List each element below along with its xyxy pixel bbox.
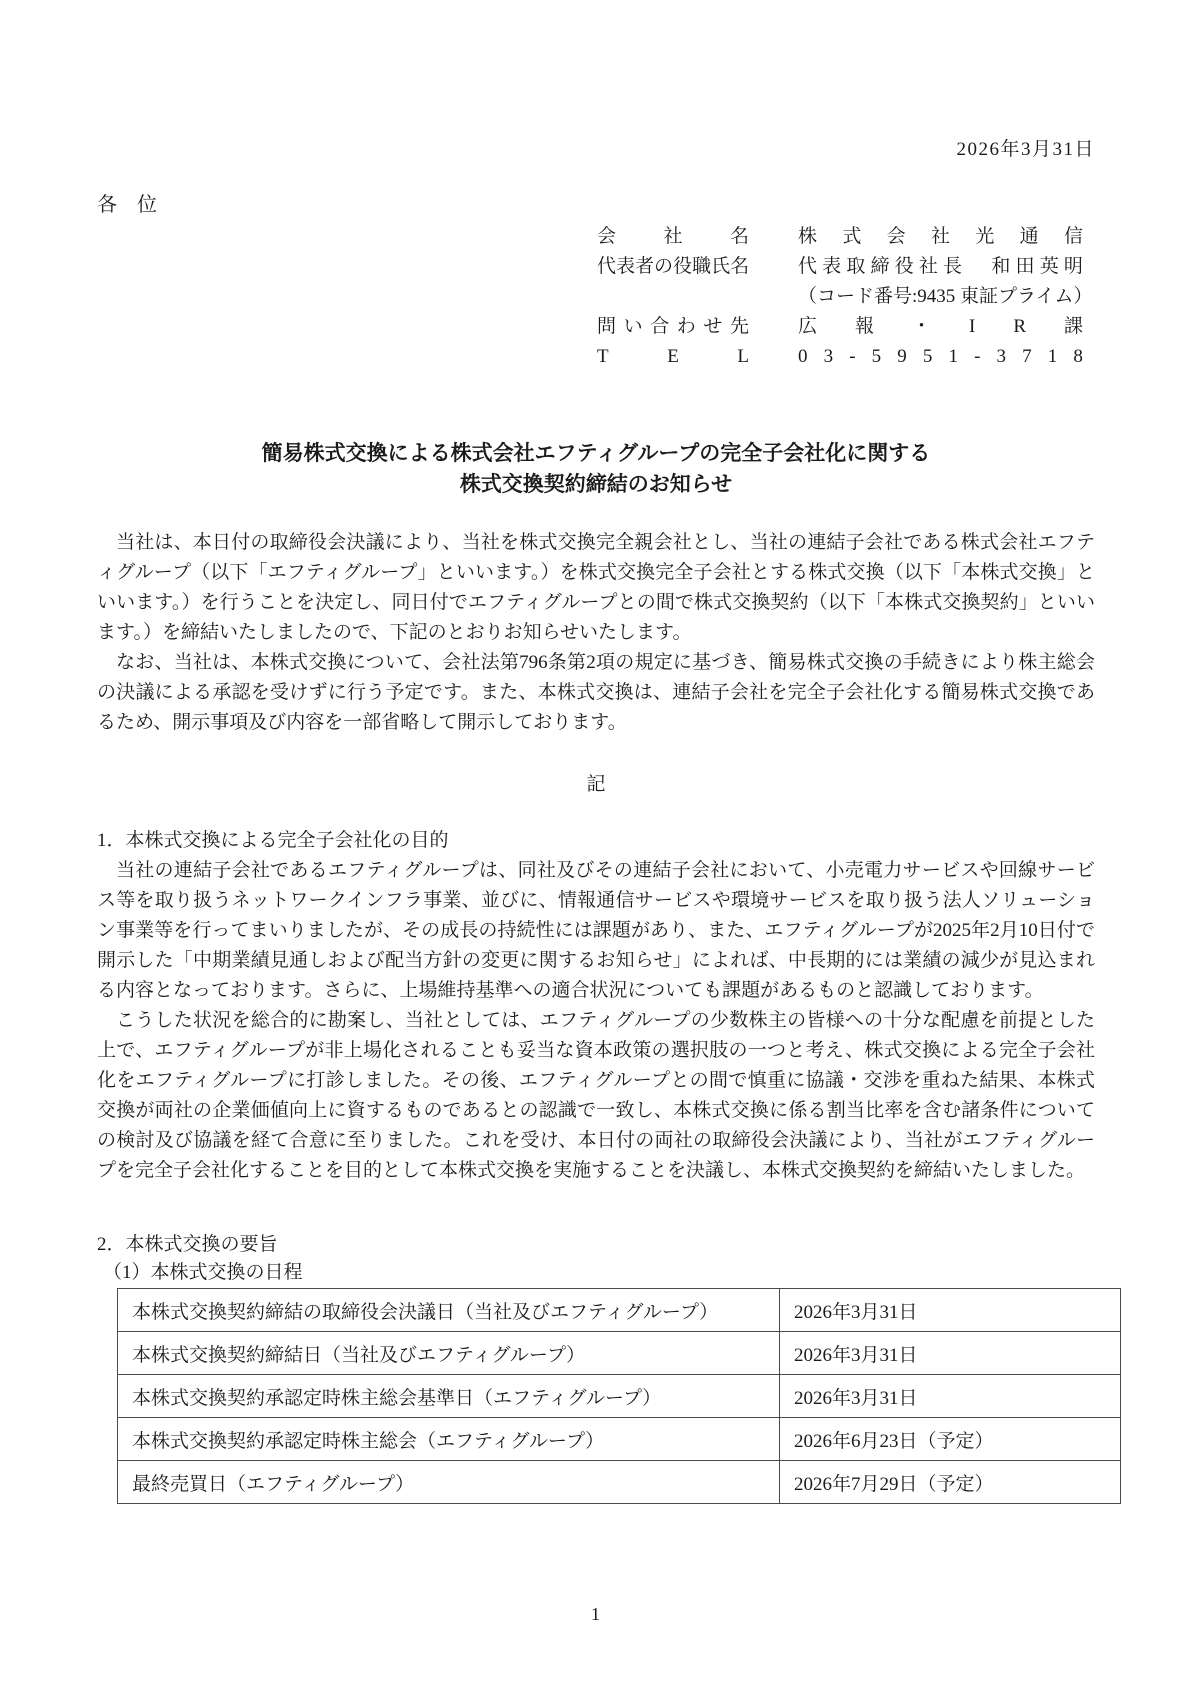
schedule-item: 本株式交換契約承認定時株主総会基準日（エフティグループ）: [118, 1375, 780, 1418]
company-info-block: [597, 222, 1093, 372]
section1-paragraph-2: こうした状況を総合的に勘案し、当社としては、エフティグループの少数株主の皆様への十分な配慮を前提とした上で、エフティグループが非上場化されることも妥当な資本政策の選択肢の一つと考え、株式交換による完全子会社化をエフティグループに打診しました。その後、エフティグループとの間で慎重に協議・交渉を重ねた結果、本株式交換が両社の企業価値向上に資するものであるとの認識で一致し、本株式交換に係る割当比率を含む諸条件についての検討及び協議を経て合意に至りました。これを受け、本日付の両社の取締役会決議により、当社がエフティグループを完全子会社化することを目的として本株式交換を実施することを決議し、本株式交換契約を締結いたしました。: [97, 1010, 1095, 1181]
company-name-row: [597, 222, 1083, 252]
company-name-label: 会 社 名: [597, 226, 749, 247]
representative-label: 代 表 者 の 役 職 氏 名: [597, 256, 750, 277]
section2-heading: 2．本株式交換の要旨: [97, 1234, 278, 1255]
schedule-date: 2026年6月23日（予定）: [780, 1418, 1121, 1461]
document-title-line1: 簡易株式交換による株式会社エフティグループの完全子会社化に関する: [261, 441, 931, 465]
schedule-item: 本株式交換契約締結日（当社及びエフティグループ）: [118, 1332, 780, 1375]
representative-value: 代 表 取 締 役 社 長 和 田 英 明: [798, 256, 1083, 277]
page-number: 1: [591, 1604, 600, 1624]
schedule-date: 2026年3月31日: [780, 1375, 1121, 1418]
contact-label: 問 い 合 わ せ 先: [597, 316, 749, 337]
intro-paragraph-2: なお、当社は、本株式交換について、会社法第796条第2項の規定に基づき、簡易株式交換の手続きにより株主総会の決議による承認を受けずに行う予定です。また、本株式交換は、連結子会社を完全子会社化する簡易株式交換であるため、開示事項及び内容を一部省略して開示しております。: [97, 652, 1095, 733]
section1-heading: 1．本株式交換による完全子会社化の目的: [97, 830, 449, 851]
stock-code-note: （コード番号:9435 東証プライム）: [798, 286, 1093, 307]
document-title-line2: 株式交換契約締結のお知らせ: [459, 472, 733, 496]
section2-subheading: （1）本株式交換の日程: [103, 1262, 303, 1283]
table-row: [118, 1418, 1121, 1461]
section1-paragraph-1: 当社の連結子会社であるエフティグループは、同社及びその連結子会社において、小売電力サービスや回線サービス等を取り扱うネットワークインフラ事業、並びに、情報通信サービスや環境サービスを取り扱う法人ソリューション事業等を行ってまいりましたが、その成長の持続性には課題があり、また、エフティグループが2025年2月10日付で開示した「中期業績見通しおよび配当方針の変更に関するお知らせ」によれば、中長期的には業績の減少が見込まれる内容となっております。さらに、上場維持基準への適合状況についても課題があるものと認識しております。: [97, 860, 1095, 1001]
schedule-date: 2026年7月29日（予定）: [780, 1461, 1121, 1504]
record-mark: 記: [586, 774, 606, 795]
company-name-value: 株 式 会 社 光 通 信: [798, 226, 1083, 247]
tel-label: T E L: [597, 346, 749, 367]
tel-row: [597, 342, 1083, 372]
table-row: [118, 1332, 1121, 1375]
schedule-date: 2026年3月31日: [780, 1332, 1121, 1375]
table-row: [118, 1375, 1121, 1418]
contact-row: [597, 312, 1083, 342]
tel-value: 0 3 - 5 9 5 1 - 3 7 1 8: [798, 346, 1083, 367]
stock-code-row: [597, 282, 1093, 312]
schedule-item: 最終売買日（エフティグループ）: [118, 1461, 780, 1504]
table-row: [118, 1289, 1121, 1332]
schedule-item: 本株式交換契約締結の取締役会決議日（当社及びエフティグループ）: [118, 1289, 780, 1332]
addressee: 各 位: [97, 194, 157, 216]
contact-value: 広 報 ・ I R 課: [798, 316, 1083, 337]
schedule-table: [117, 1288, 1121, 1504]
table-row: [118, 1461, 1121, 1504]
schedule-date: 2026年3月31日: [780, 1289, 1121, 1332]
document-title: [97, 438, 1095, 500]
intro-paragraph-1: 当社は、本日付の取締役会決議により、当社を株式交換完全親会社とし、当社の連結子会社である株式会社エフティグループ（以下「エフティグループ」といいます。）を株式交換完全子会社とする株式交換（以下「本株式交換」といいます。）を行うことを決定し、同日付でエフティグループとの間で株式交換契約（以下「本株式交換契約」といいます。）を締結いたしましたので、下記のとおりお知らせいたします。: [97, 532, 1095, 643]
document-date: 2026年3月31日: [956, 139, 1095, 160]
stock-code-label-spacer: [597, 282, 749, 312]
schedule-item: 本株式交換契約承認定時株主総会（エフティグループ）: [118, 1418, 780, 1461]
representative-row: [597, 252, 1083, 282]
